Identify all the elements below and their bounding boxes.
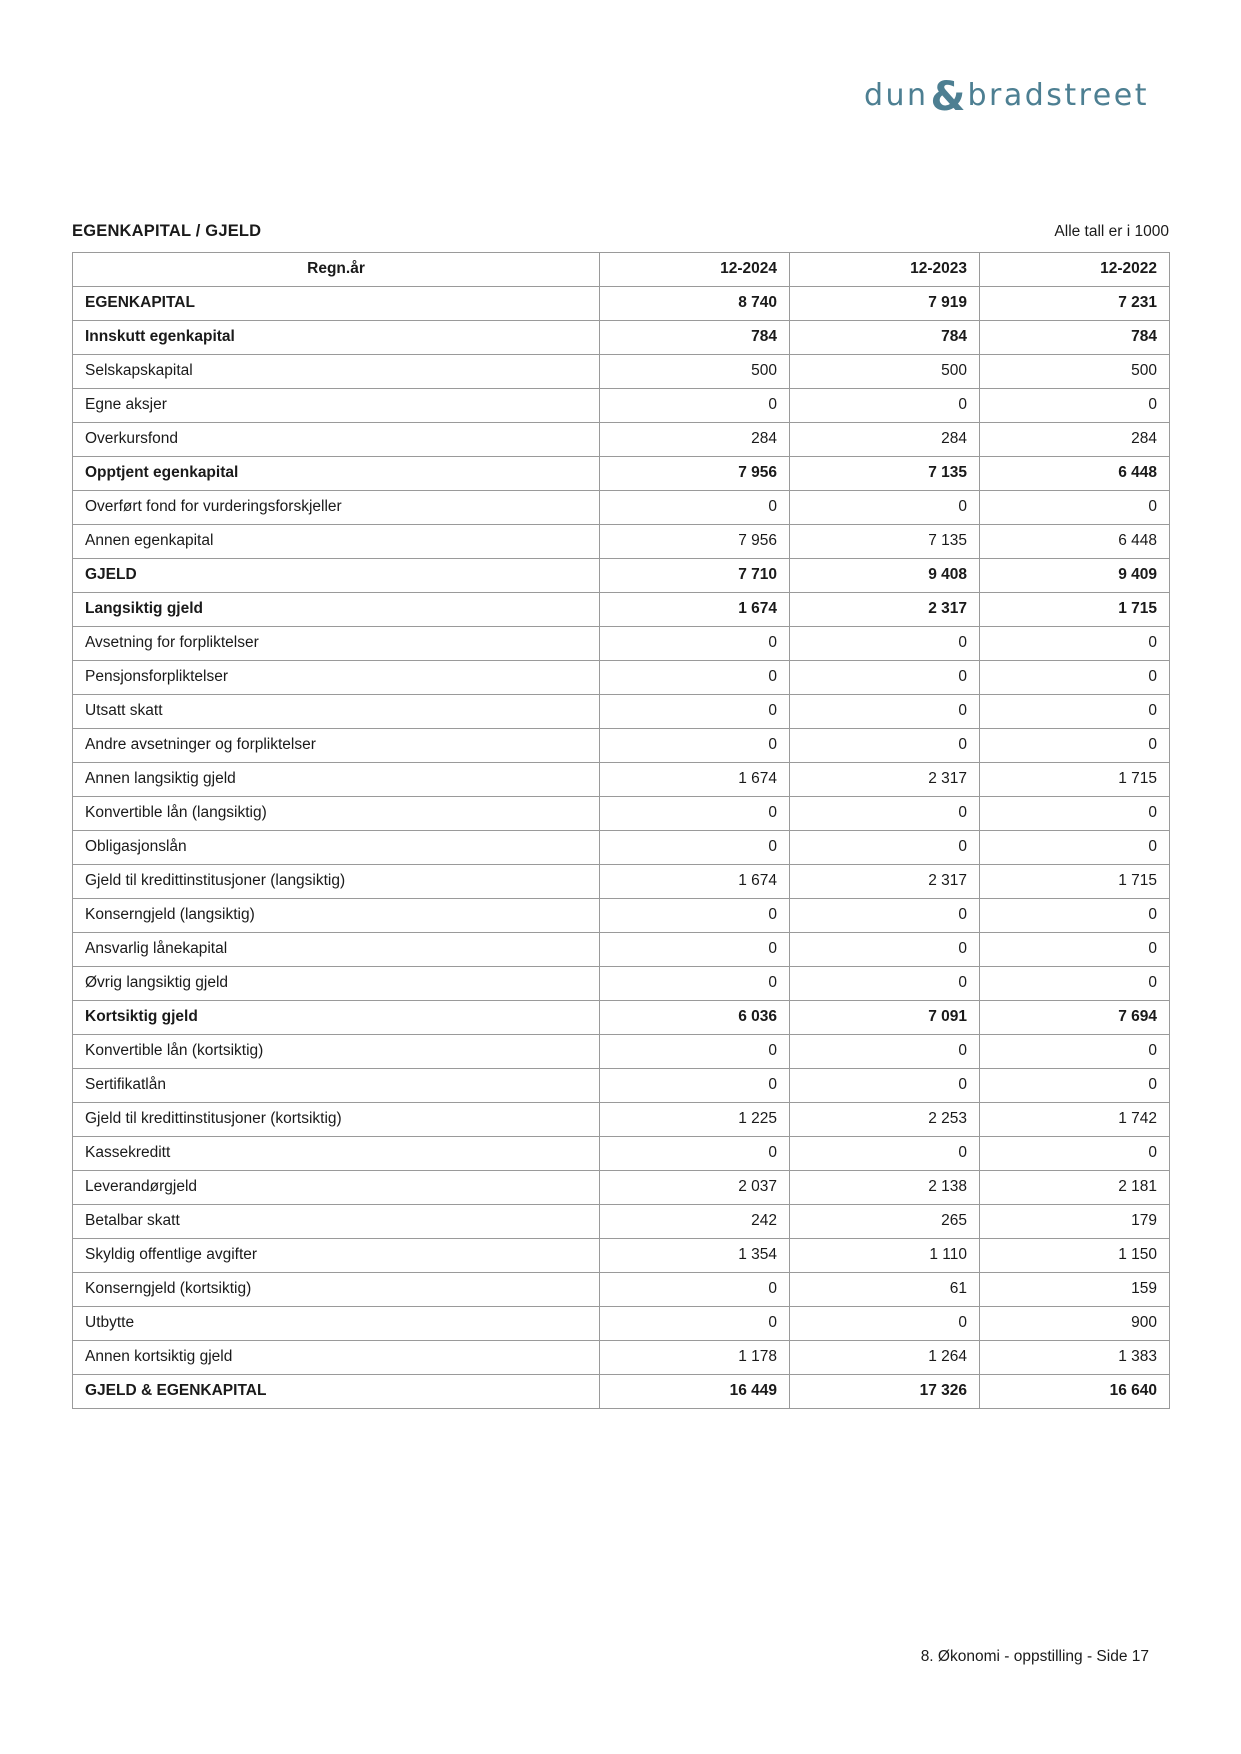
row-value: 1 715 xyxy=(980,593,1170,627)
page-footer: 8. Økonomi - oppstilling - Side 17 xyxy=(920,1648,1149,1665)
table-row xyxy=(73,491,1170,525)
row-label: GJELD xyxy=(73,559,600,593)
row-value: 0 xyxy=(790,627,980,661)
table-row xyxy=(73,287,1170,321)
row-value: 0 xyxy=(980,933,1170,967)
row-label: Konvertible lån (kortsiktig) xyxy=(73,1035,600,1069)
row-value: 9 408 xyxy=(790,559,980,593)
row-value: 0 xyxy=(790,729,980,763)
row-value: 0 xyxy=(790,1069,980,1103)
row-value: 0 xyxy=(980,729,1170,763)
row-value: 1 225 xyxy=(600,1103,790,1137)
row-label: Kortsiktig gjeld xyxy=(73,1001,600,1035)
table-row xyxy=(73,967,1170,1001)
row-label: Gjeld til kredittinstitusjoner (langsiktig) xyxy=(73,865,600,899)
table-row xyxy=(73,627,1170,661)
row-label: Konserngjeld (kortsiktig) xyxy=(73,1273,600,1307)
row-value: 7 919 xyxy=(790,287,980,321)
row-value: 0 xyxy=(600,1137,790,1171)
table-row xyxy=(73,831,1170,865)
table-row xyxy=(73,1001,1170,1035)
row-label: GJELD & EGENKAPITAL xyxy=(73,1375,600,1409)
row-value: 61 xyxy=(790,1273,980,1307)
table-row xyxy=(73,1171,1170,1205)
row-value: 0 xyxy=(980,1137,1170,1171)
row-value: 500 xyxy=(790,355,980,389)
logo-left-text: dun xyxy=(863,77,929,113)
row-label: Overkursfond xyxy=(73,423,600,457)
row-value: 0 xyxy=(790,389,980,423)
row-value: 1 674 xyxy=(600,865,790,899)
row-label: Opptjent egenkapital xyxy=(73,457,600,491)
row-value: 0 xyxy=(980,797,1170,831)
row-value: 7 135 xyxy=(790,525,980,559)
row-value: 8 740 xyxy=(600,287,790,321)
row-value: 16 449 xyxy=(600,1375,790,1409)
row-value: 0 xyxy=(980,491,1170,525)
row-value: 2 317 xyxy=(790,865,980,899)
row-value: 0 xyxy=(600,729,790,763)
table-header xyxy=(73,253,1170,287)
row-value: 0 xyxy=(790,933,980,967)
table-row xyxy=(73,355,1170,389)
logo-right-text: bradstreet xyxy=(967,77,1149,113)
row-label: Konvertible lån (langsiktig) xyxy=(73,797,600,831)
row-value: 179 xyxy=(980,1205,1170,1239)
ampersand-icon: & xyxy=(930,74,966,120)
dun-bradstreet-logo xyxy=(864,72,1149,118)
row-value: 16 640 xyxy=(980,1375,1170,1409)
row-value: 0 xyxy=(790,797,980,831)
table-body xyxy=(73,287,1170,1409)
row-value: 784 xyxy=(600,321,790,355)
row-value: 0 xyxy=(600,933,790,967)
row-label: Gjeld til kredittinstitusjoner (kortsiktig) xyxy=(73,1103,600,1137)
row-value: 0 xyxy=(790,899,980,933)
row-value: 0 xyxy=(790,1035,980,1069)
table-row xyxy=(73,933,1170,967)
row-value: 0 xyxy=(600,661,790,695)
row-value: 2 181 xyxy=(980,1171,1170,1205)
row-value: 1 715 xyxy=(980,865,1170,899)
row-value: 1 264 xyxy=(790,1341,980,1375)
row-value: 7 231 xyxy=(980,287,1170,321)
row-value: 2 138 xyxy=(790,1171,980,1205)
table-row xyxy=(73,899,1170,933)
table-row xyxy=(73,661,1170,695)
row-label: Overført fond for vurderingsforskjeller xyxy=(73,491,600,525)
row-value: 284 xyxy=(790,423,980,457)
row-label: EGENKAPITAL xyxy=(73,287,600,321)
row-label: Leverandørgjeld xyxy=(73,1171,600,1205)
table-row xyxy=(73,457,1170,491)
table-row xyxy=(73,1137,1170,1171)
row-label: Skyldig offentlige avgifter xyxy=(73,1239,600,1273)
row-value: 0 xyxy=(980,1069,1170,1103)
row-label: Egne aksjer xyxy=(73,389,600,423)
row-value: 784 xyxy=(790,321,980,355)
row-label: Ansvarlig lånekapital xyxy=(73,933,600,967)
row-value: 0 xyxy=(600,1035,790,1069)
column-header-year-2: 12-2023 xyxy=(790,253,980,287)
row-value: 0 xyxy=(790,491,980,525)
row-value: 2 253 xyxy=(790,1103,980,1137)
row-value: 284 xyxy=(600,423,790,457)
row-value: 0 xyxy=(980,1035,1170,1069)
row-label: Øvrig langsiktig gjeld xyxy=(73,967,600,1001)
row-value: 1 742 xyxy=(980,1103,1170,1137)
table-row xyxy=(73,1069,1170,1103)
equity-liabilities-table xyxy=(72,252,1170,1409)
row-value: 0 xyxy=(600,389,790,423)
row-value: 0 xyxy=(600,831,790,865)
row-value: 0 xyxy=(980,389,1170,423)
row-value: 6 448 xyxy=(980,457,1170,491)
row-value: 6 448 xyxy=(980,525,1170,559)
table-row xyxy=(73,763,1170,797)
table-row xyxy=(73,389,1170,423)
row-label: Langsiktig gjeld xyxy=(73,593,600,627)
table-row xyxy=(73,729,1170,763)
row-value: 0 xyxy=(980,661,1170,695)
column-header-label: Regn.år xyxy=(73,253,600,287)
row-value: 265 xyxy=(790,1205,980,1239)
row-value: 0 xyxy=(790,1137,980,1171)
row-value: 7 135 xyxy=(790,457,980,491)
table-row xyxy=(73,423,1170,457)
row-value: 2 037 xyxy=(600,1171,790,1205)
table-row xyxy=(73,695,1170,729)
row-value: 0 xyxy=(600,967,790,1001)
row-label: Innskutt egenkapital xyxy=(73,321,600,355)
row-label: Andre avsetninger og forpliktelser xyxy=(73,729,600,763)
row-value: 159 xyxy=(980,1273,1170,1307)
row-value: 0 xyxy=(790,831,980,865)
row-value: 0 xyxy=(600,695,790,729)
row-value: 9 409 xyxy=(980,559,1170,593)
row-value: 1 354 xyxy=(600,1239,790,1273)
table-row xyxy=(73,865,1170,899)
row-value: 284 xyxy=(980,423,1170,457)
row-value: 1 674 xyxy=(600,763,790,797)
row-value: 0 xyxy=(980,899,1170,933)
table-row xyxy=(73,1239,1170,1273)
row-value: 0 xyxy=(980,695,1170,729)
row-label: Annen langsiktig gjeld xyxy=(73,763,600,797)
row-value: 784 xyxy=(980,321,1170,355)
page-title: EGENKAPITAL / GJELD xyxy=(72,222,262,240)
table-row xyxy=(73,797,1170,831)
row-value: 1 178 xyxy=(600,1341,790,1375)
row-value: 7 956 xyxy=(600,525,790,559)
table-row xyxy=(73,593,1170,627)
row-value: 0 xyxy=(600,899,790,933)
row-value: 0 xyxy=(980,967,1170,1001)
row-value: 1 150 xyxy=(980,1239,1170,1273)
row-label: Annen kortsiktig gjeld xyxy=(73,1341,600,1375)
row-value: 500 xyxy=(600,355,790,389)
row-value: 17 326 xyxy=(790,1375,980,1409)
row-value: 0 xyxy=(790,1307,980,1341)
row-value: 0 xyxy=(980,627,1170,661)
table-row xyxy=(73,321,1170,355)
row-value: 0 xyxy=(600,1307,790,1341)
row-value: 2 317 xyxy=(790,763,980,797)
row-label: Utbytte xyxy=(73,1307,600,1341)
table-row xyxy=(73,1205,1170,1239)
amount-unit-note: Alle tall er i 1000 xyxy=(1054,223,1169,240)
table-header-row xyxy=(72,222,1169,241)
row-label: Obligasjonslån xyxy=(73,831,600,865)
row-value: 900 xyxy=(980,1307,1170,1341)
row-label: Sertifikatlån xyxy=(73,1069,600,1103)
table-row xyxy=(73,1035,1170,1069)
table-row xyxy=(73,559,1170,593)
table-row xyxy=(73,1341,1170,1375)
row-value: 7 956 xyxy=(600,457,790,491)
row-value: 0 xyxy=(980,831,1170,865)
row-value: 0 xyxy=(600,491,790,525)
row-value: 1 110 xyxy=(790,1239,980,1273)
table-row xyxy=(73,525,1170,559)
row-value: 500 xyxy=(980,355,1170,389)
row-value: 242 xyxy=(600,1205,790,1239)
row-value: 0 xyxy=(600,1273,790,1307)
row-value: 0 xyxy=(600,797,790,831)
row-value: 0 xyxy=(600,627,790,661)
row-value: 7 694 xyxy=(980,1001,1170,1035)
row-value: 0 xyxy=(790,695,980,729)
row-value: 1 715 xyxy=(980,763,1170,797)
row-label: Annen egenkapital xyxy=(73,525,600,559)
table-row xyxy=(73,1273,1170,1307)
row-value: 6 036 xyxy=(600,1001,790,1035)
row-label: Konserngjeld (langsiktig) xyxy=(73,899,600,933)
row-label: Selskapskapital xyxy=(73,355,600,389)
row-value: 0 xyxy=(790,661,980,695)
row-value: 0 xyxy=(600,1069,790,1103)
row-value: 7 091 xyxy=(790,1001,980,1035)
table-row xyxy=(73,1103,1170,1137)
row-label: Pensjonsforpliktelser xyxy=(73,661,600,695)
row-value: 1 383 xyxy=(980,1341,1170,1375)
row-value: 1 674 xyxy=(600,593,790,627)
column-header-year-3: 12-2022 xyxy=(980,253,1170,287)
column-header-year-1: 12-2024 xyxy=(600,253,790,287)
row-value: 2 317 xyxy=(790,593,980,627)
row-label: Kassekreditt xyxy=(73,1137,600,1171)
row-label: Avsetning for forpliktelser xyxy=(73,627,600,661)
row-value: 0 xyxy=(790,967,980,1001)
row-label: Utsatt skatt xyxy=(73,695,600,729)
row-value: 7 710 xyxy=(600,559,790,593)
table-row xyxy=(73,1307,1170,1341)
table-row xyxy=(73,1375,1170,1409)
row-label: Betalbar skatt xyxy=(73,1205,600,1239)
